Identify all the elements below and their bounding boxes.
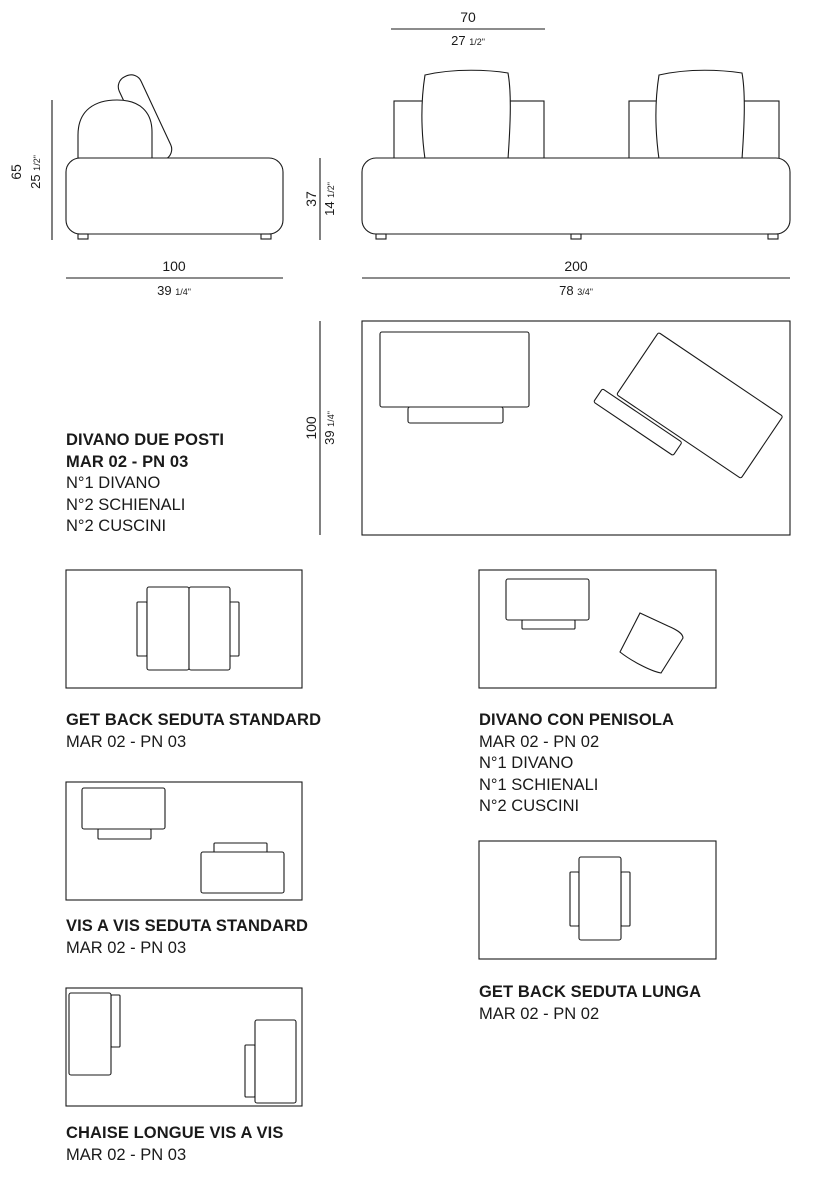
plan-get-back-standard	[66, 570, 302, 688]
caption-chaise-longue	[66, 1123, 283, 1166]
chaise-module	[255, 1020, 296, 1103]
plan-depth-in: 39 1/4"	[322, 411, 337, 445]
seat-module-long	[579, 857, 621, 940]
caption-vis-a-vis	[66, 916, 308, 959]
config-code: MAR 02 - PN 02	[479, 1004, 600, 1023]
chaise-module	[69, 993, 111, 1075]
config-title: DIVANO CON PENISOLA	[479, 711, 675, 729]
config-code: MAR 02 - PN 03	[66, 938, 187, 957]
cushion-width-in: 27 1/2"	[451, 33, 485, 48]
cushion-plan	[408, 407, 503, 423]
plan-chaise-longue	[66, 988, 302, 1106]
plan-vis-a-vis	[66, 782, 302, 900]
plan-view-due-posti	[303, 321, 790, 535]
config-line: N°1 DIVANO	[479, 754, 574, 772]
seat-height-cm: 37	[303, 191, 319, 207]
sofa-module	[82, 788, 165, 829]
caption-get-back-standard	[66, 710, 321, 753]
seat-cushion-side	[78, 100, 152, 158]
side-depth-in: 39 1/4"	[157, 283, 191, 298]
config-line: N°1 SCHIENALI	[479, 775, 599, 794]
seat-module	[147, 587, 189, 670]
cushion-width-cm: 70	[460, 9, 476, 25]
caption-penisola	[479, 710, 674, 818]
config-line: N°1 DIVANO	[66, 474, 161, 492]
plan-get-back-lunga	[479, 841, 716, 959]
side-view	[8, 71, 283, 298]
cushion-right	[656, 70, 744, 159]
foot	[768, 234, 778, 239]
cushion-module	[620, 613, 683, 673]
config-code: MAR 02 - PN 03	[66, 452, 189, 471]
caption-get-back-lunga	[479, 982, 701, 1025]
front-width-cm: 200	[564, 258, 588, 274]
config-title: VIS A VIS SEDUTA STANDARD	[66, 917, 309, 935]
config-title: GET BACK SEDUTA STANDARD	[66, 711, 322, 729]
plan-penisola	[479, 570, 716, 688]
config-line: N°2 CUSCINI	[479, 797, 580, 815]
foot	[376, 234, 386, 239]
config-line: N°2 SCHIENALI	[66, 495, 186, 514]
cushion-left	[422, 70, 510, 159]
sofa-plan	[380, 332, 529, 407]
side-height-cm: 65	[8, 164, 24, 180]
sofa-module	[506, 579, 589, 620]
sofa-base-side	[66, 158, 283, 234]
side-depth-cm: 100	[162, 258, 186, 274]
sofa-plan-rotated	[617, 332, 783, 478]
sofa-module	[201, 852, 284, 893]
seat-height-in: 14 1/2"	[322, 182, 337, 216]
config-code: MAR 02 - PN 03	[66, 732, 187, 751]
foot	[261, 234, 271, 239]
config-title: GET BACK SEDUTA LUNGA	[479, 983, 702, 1001]
front-width-in: 78 3/4"	[559, 283, 593, 298]
foot	[571, 234, 581, 239]
plan-depth-cm: 100	[303, 416, 319, 440]
seat-module	[189, 587, 230, 670]
config-code: MAR 02 - PN 02	[479, 732, 600, 751]
config-title: DIVANO DUE POSTI	[66, 431, 225, 449]
foot	[78, 234, 88, 239]
sofa-base-front	[362, 158, 790, 234]
config-code: MAR 02 - PN 03	[66, 1145, 187, 1164]
config-line: N°2 CUSCINI	[66, 517, 167, 535]
front-view	[303, 9, 790, 298]
side-height-in: 25 1/2"	[28, 155, 43, 189]
config-title: CHAISE LONGUE VIS A VIS	[66, 1124, 284, 1142]
caption-due-posti	[66, 430, 224, 538]
